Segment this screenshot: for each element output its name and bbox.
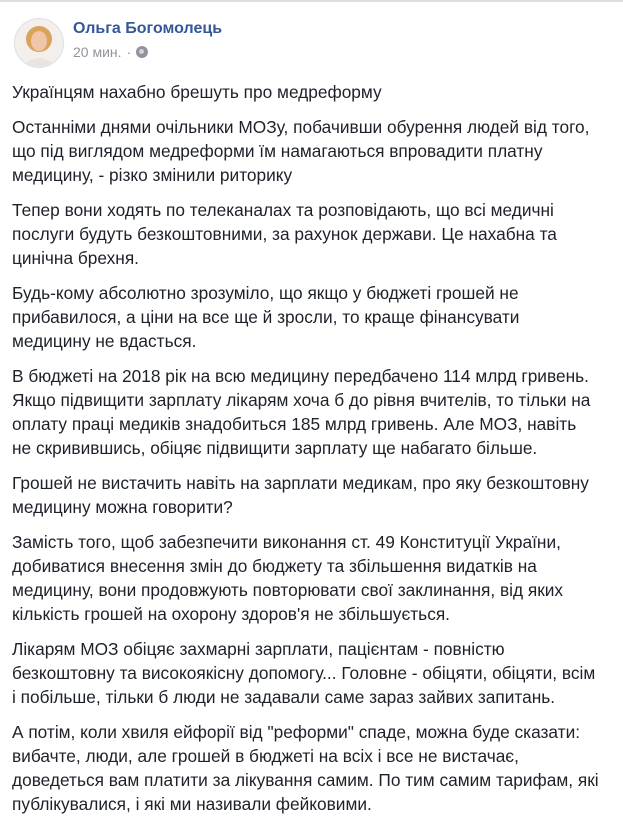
paragraph-line: публікувалися, і які ми називали фейковими. <box>12 794 372 814</box>
paragraph-line: Тепер вони ходять по телеканалах та розповідають, що всі медичні <box>12 200 554 220</box>
post-paragraph <box>12 720 617 816</box>
paragraph-line: Останніми днями очільники МОЗу, побачивши обурення людей від того, <box>12 117 590 137</box>
post-meta <box>73 44 148 60</box>
paragraph-line: кількість грошей на охорону здоров'я не збільшується. <box>12 604 450 624</box>
paragraph-line: доведеться вам платити за лікування самим. По тим самим тарифам, які <box>12 770 599 790</box>
paragraph-line: прибавилося, а ціни на все ще й зросли, то краще фінансувати <box>12 307 520 327</box>
paragraph-line: безкоштовну та високоякісну допомогу... Головне - обіцяти, обіцяти, всім <box>12 663 596 683</box>
paragraph-line: не скривившись, обіцяє підвищити зарплату ще набагато більше. <box>12 438 538 458</box>
top-divider <box>0 0 623 2</box>
paragraph-line: медицину, - різко змінили риторику <box>12 165 293 185</box>
post-paragraph <box>12 530 617 626</box>
post-paragraph <box>12 281 617 353</box>
paragraph-line: послуги будуть безкоштовними, за рахунок держави. Це нахабна та <box>12 224 557 244</box>
post-paragraph <box>12 115 617 187</box>
avatar[interactable] <box>14 18 64 68</box>
paragraph-line: Якщо підвищити зарплату лікарям хоча б до рівня вчителів, то тільки на <box>12 390 591 410</box>
post-paragraph <box>12 80 617 104</box>
paragraph-line: вибачте, люди, але грошей в бюджеті на всіх і все не вистачає, <box>12 746 519 766</box>
paragraph-line: цинічна брехня. <box>12 248 139 268</box>
post-time[interactable]: 20 мин. <box>73 44 122 60</box>
paragraph-line: А потім, коли хвиля ейфорії від "реформи" спаде, можна буде сказати: <box>12 722 581 742</box>
separator: · <box>126 44 132 60</box>
post-paragraph <box>12 637 617 709</box>
avatar-image <box>15 19 63 67</box>
paragraph-line: Будь-кому абсолютно зрозуміло, що якщо у бюджеті грошей не <box>12 283 519 303</box>
paragraph-line: медицину можна говорити? <box>12 497 233 517</box>
post-paragraph <box>12 198 617 270</box>
paragraph-line: медицину, вони продовжують повторювати свої заклинання, від яких <box>12 580 564 600</box>
paragraph-line: що під виглядом медреформи їм намагаються впровадити платну <box>12 141 543 161</box>
post-paragraph <box>12 471 617 519</box>
author-name[interactable]: Ольга Богомолець <box>73 20 223 37</box>
paragraph-line: медицину не вдасться. <box>12 331 197 351</box>
paragraph-line: і побільше, тільки б люди не задавали саме зараз зайвих запитань. <box>12 687 556 707</box>
paragraph-line: добиватися внесення змін до бюджету та збільшення видатків на <box>12 556 537 576</box>
paragraph-line: Українцям нахабно брешуть про медреформу <box>12 82 382 102</box>
post-paragraph <box>12 364 617 460</box>
post-body <box>12 80 617 827</box>
paragraph-line: Замість того, щоб забезпечити виконання ст. 49 Конституції України, <box>12 532 561 552</box>
paragraph-line: В бюджеті на 2018 рік на всю медицину передбачено 114 млрд гривень. <box>12 366 589 386</box>
globe-icon[interactable] <box>136 46 148 58</box>
paragraph-line: Грошей не вистачить навіть на зарплати медикам, про яку безкоштовну <box>12 473 589 493</box>
paragraph-line: оплату праці медиків знадобиться 185 млрд гривень. Але МОЗ, навіть <box>12 414 577 434</box>
paragraph-line: Лікарям МОЗ обіцяє захмарні зарплати, пацієнтам - повністю <box>12 639 505 659</box>
